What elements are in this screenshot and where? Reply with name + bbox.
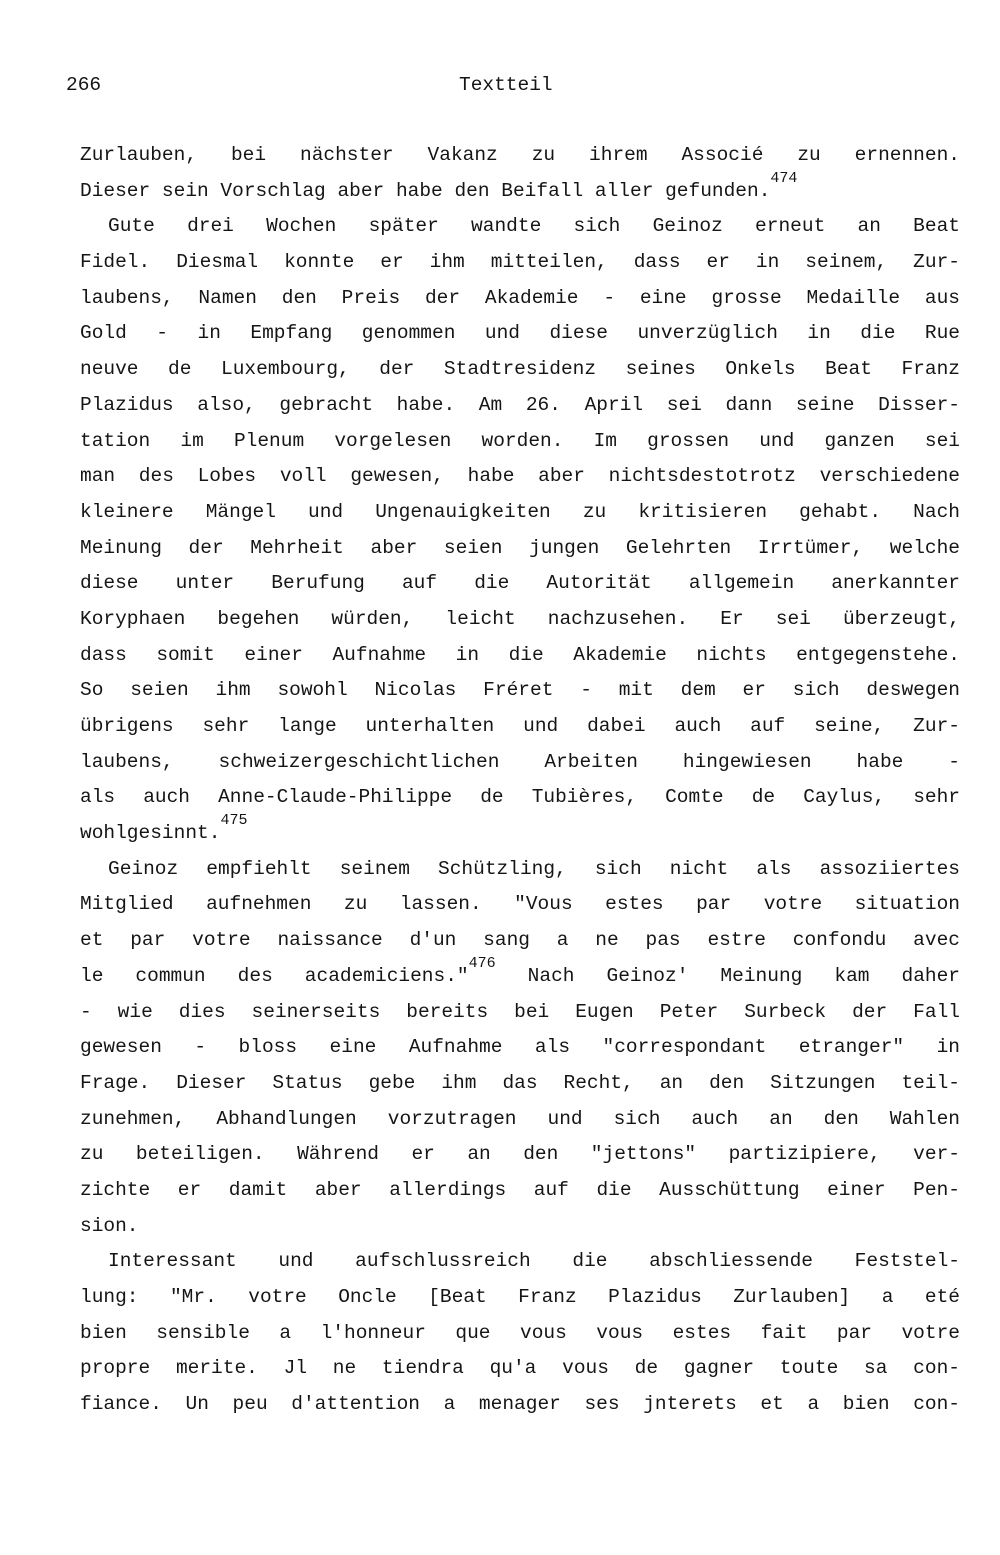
text-line: Dieser sein Vorschlag aber habe den Beifall aller gefunden.$^{474}$ xyxy=(80,169,798,202)
text-line: kleinere Mängel und Ungenauigkeiten zu kritisieren gehabt. Nach xyxy=(80,500,960,523)
text-line: diese unter Berufung auf die Autorität allgemein anerkannter xyxy=(80,572,960,595)
text-line: So seien ihm sowohl Nicolas Fréret - mit dem er sich deswegen xyxy=(80,679,960,702)
text-line: sion. xyxy=(80,1214,139,1237)
text-line: bien sensible a l'honneur que vous vous estes fait par votre xyxy=(80,1321,960,1344)
text-line: zu beteiligen. Während er an den "jettons" partizipiere, ver- xyxy=(80,1143,960,1166)
text-line: Koryphaen begehen würden, leicht nachzusehen. Er sei überzeugt, xyxy=(80,607,960,630)
text-line: lung: "Mr. votre Oncle [Beat Franz Plazidus Zurlauben] a eté xyxy=(80,1286,960,1308)
text-line: Interessant und aufschlussreich die abschliessende Feststel- xyxy=(108,1250,960,1273)
running-title: Textteil xyxy=(459,74,553,96)
text-line: als auch Anne-Claude-Philippe de Tubières, Comte de Caylus, sehr xyxy=(80,786,960,809)
text-line: gewesen - bloss eine Aufnahme als "correspondant etranger" in xyxy=(80,1036,960,1059)
text-line: Meinung der Mehrheit aber seien jungen Gelehrten Irrtümer, welche xyxy=(80,536,960,559)
text-line: dass somit einer Aufnahme in die Akademie nichts entgegenstehe. xyxy=(80,643,960,666)
text-line: Zurlauben, bei nächster Vakanz zu ihrem Associé zu ernennen. xyxy=(80,144,960,166)
text-line: wohlgesinnt.$^{475}$ xyxy=(80,812,248,845)
page-header xyxy=(66,74,946,100)
page-number: 266 xyxy=(66,74,102,96)
text-line: laubens, schweizergeschichtlichen Arbeiten hingewiesen habe - xyxy=(80,750,960,773)
text-line: neuve de Luxembourg, der Stadtresidenz seines Onkels Beat Franz xyxy=(80,358,960,381)
text-line: propre merite. Jl ne tiendra qu'a vous de gagner toute sa con- xyxy=(80,1357,960,1380)
text-line: - wie dies seinerseits bereits bei Eugen Peter Surbeck der Fall xyxy=(80,1000,960,1023)
text-line: zichte er damit aber allerdings auf die Ausschüttung einer Pen- xyxy=(80,1178,960,1201)
text-line: Mitglied aufnehmen zu lassen. "Vous estes par votre situation xyxy=(80,893,960,916)
text-line: fiance. Un peu d'attention a menager ses jnterets et a bien con- xyxy=(80,1393,960,1416)
text-line: Plazidus also, gebracht habe. Am 26. April sei dann seine Disser- xyxy=(80,393,960,416)
text-line: tation im Plenum vorgelesen worden. Im grossen und ganzen sei xyxy=(80,429,960,452)
text-line: Fidel. Diesmal konnte er ihm mitteilen, dass er in seinem, Zur- xyxy=(80,251,960,274)
text-line: übrigens sehr lange unterhalten und dabei auch auf seine, Zur- xyxy=(80,715,960,737)
text-line: man des Lobes voll gewesen, habe aber nichtsdestotrotz verschiedene xyxy=(80,465,960,488)
footnote-marker: 474 xyxy=(770,169,798,187)
text-line: Gute drei Wochen später wandte sich Geinoz erneut an Beat xyxy=(108,215,960,238)
text-line: Gold - in Empfang genommen und diese unverzüglich in die Rue xyxy=(80,322,960,345)
footnote-marker: 475 xyxy=(220,812,248,830)
text-line: laubens, Namen den Preis der Akademie - eine grosse Medaille aus xyxy=(80,286,960,309)
body-text xyxy=(80,138,960,1423)
text-line: Geinoz empfiehlt seinem Schützling, sich nicht als assoziiertes xyxy=(108,857,960,880)
footnote-marker: 476 xyxy=(468,954,496,972)
text-line: Frage. Dieser Status gebe ihm das Recht, an den Sitzungen teil- xyxy=(80,1071,960,1094)
text-line: et par votre naissance d'un sang a ne pas estre confondu avec xyxy=(80,929,960,952)
text-line: zunehmen, Abhandlungen vorzutragen und sich auch an den Wahlen xyxy=(80,1107,960,1130)
text-line: le commun des academiciens."$^{476}$ Nach Geinoz' Meinung kam daher xyxy=(80,954,961,987)
